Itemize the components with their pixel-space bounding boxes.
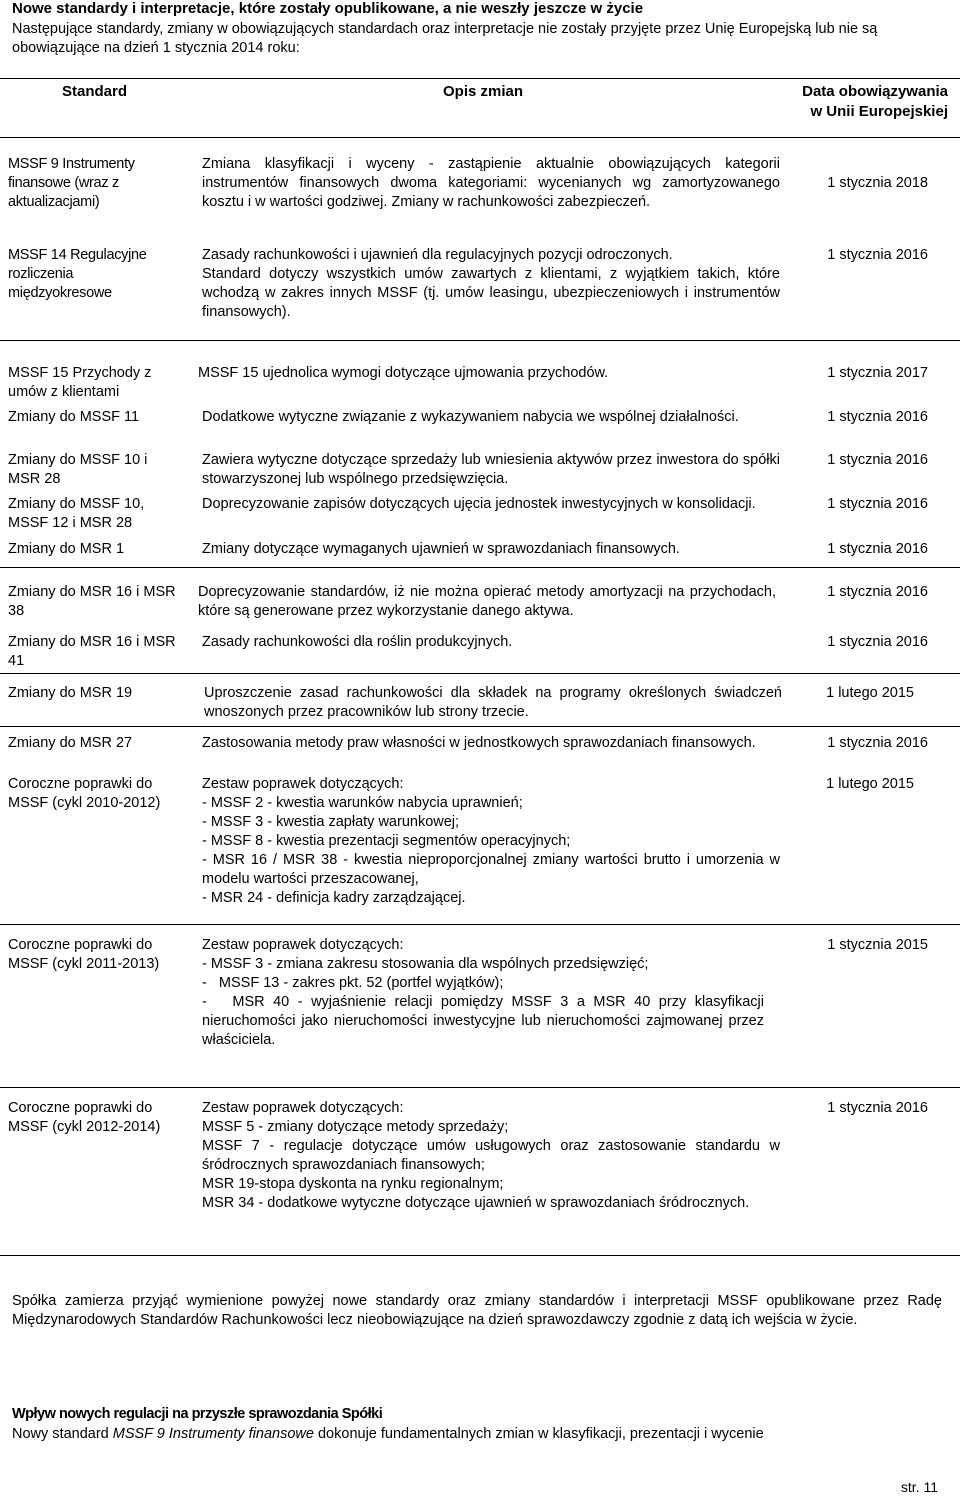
row-data: 1 stycznia 2016 [827,496,928,512]
row-opis: Zestaw poprawek dotyczących: MSSF 5 - zmiany dotyczące metody sprzedaży; MSSF 7 - regulacje dotyczące umów usługowych oraz zastosowanie standardu w śródrocznych sprawozdaniach finansowych; MSR 19-stopa dyskonta na rynku regionalnym; MSR 34 - dodatkowe wytyczne dotyczące ujawnień w sprawozdaniach śródrocznych. [202,1100,780,1211]
row-data: 1 stycznia 2016 [827,634,928,650]
row-standard: MSSF 14 Regulacyjne rozliczenia międzyokresowe [8,247,147,301]
row-standard: Zmiany do MSR 19 [8,685,133,701]
table-block-1 [0,138,960,341]
row-standard: MSSF 9 Instrumenty finansowe (wraz z aktualizacjami) [8,156,135,210]
row-standard: Coroczne poprawki do MSSF (cykl 2012-2014) [8,1100,161,1135]
row-standard: Zmiany do MSR 16 i MSR 38 [8,584,176,619]
row-data: 1 stycznia 2016 [827,1100,928,1116]
table-block-6 [0,925,960,1088]
header-data: Data obowiązywania w Unii Europejskiej [802,83,948,120]
row-data: 1 stycznia 2016 [827,247,928,263]
row-data: 1 stycznia 2016 [827,735,928,751]
row-opis: Zestaw poprawek dotyczących: - MSSF 2 - kwestia warunków nabycia uprawnień; - MSSF 3 - kwestia zapłaty warunkowej; - MSSF 8 - kwestia prezentacji segmentów operacyjnych; - MSR 16 / MSR 38 - kwestia nieproporcjonalnej zmiany wartości brutto i umorzenia w modelu wartości przeszacowanej, - MSR 24 - definicja kadry zarządzającej. [202,776,780,906]
row-standard: MSSF 15 Przychody z umów z klientami [8,365,152,400]
table-header [0,78,960,138]
row-data: 1 stycznia 2016 [827,584,928,600]
row-standard: Coroczne poprawki do MSSF (cykl 2010-2012) [8,776,161,811]
row-opis: Zasady rachunkowości i ujawnień dla regulacyjnych pozycji odroczonych. Standard dotyczy wszystkich umów zawartych z klientami, z wyjątkiem takich, które wchodzą w zakres innych MSSF (tj. umów leasingu, ubezpieczeniowych i instrumentów finansowych). [202,247,780,320]
row-data: 1 stycznia 2018 [827,175,928,191]
row-standard: Zmiany do MSSF 10, MSSF 12 i MSR 28 [8,496,145,531]
row-opis: Zasady rachunkowości dla roślin produkcyjnych. [202,634,513,650]
table-block-3 [0,568,960,674]
row-standard: Coroczne poprawki do MSSF (cykl 2011-2013) [8,937,160,972]
row-standard: Zmiany do MSSF 10 i MSR 28 [8,452,148,487]
row-standard: Zmiany do MSR 1 [8,541,125,557]
outro-paragraph: Spółka zamierza przyjąć wymienione powyżej nowe standardy oraz zmiany standardów i interpretacji MSSF opublikowane przez Radę Międzynarodowych Standardów Rachunkowości lecz nieobowiązujące na dzień sprawozdawczy zgodnie z datą ich wejścia w życie. [12,1293,942,1328]
row-data: 1 lutego 2015 [826,685,914,701]
row-data: 1 stycznia 2016 [827,452,928,468]
row-data: 1 stycznia 2016 [827,541,928,557]
table-block-2 [0,341,960,568]
intro-paragraph: Następujące standardy, zmiany w obowiązujących standardach oraz interpretacje nie zostały przyjęte przez Unię Europejską lub nie są obowiązujące na dzień 1 stycznia 2014 roku: [12,21,878,56]
table-block-4 [0,674,960,727]
section-heading: Nowe standardy i interpretacje, które zostały opublikowane, a nie weszły jeszcze w życie [12,0,644,17]
row-opis: Zawiera wytyczne dotyczące sprzedaży lub wniesienia aktywów przez inwestora do spółki stowarzyszonej lub wspólnego przedsięwzięcia. [202,452,780,487]
row-opis: Zmiany dotyczące wymaganych ujawnień w sprawozdaniach finansowych. [202,541,680,557]
row-standard: Zmiany do MSR 27 [8,735,133,751]
row-opis: Zmiana klasyfikacji i wyceny - zastąpienie aktualnie obowiązujących kategorii instrumentów finansowych dwoma kategoriami: wycenianych wg zamortyzowanego kosztu i w wartości godziwej. Zmiany w rachunkowości zabezpieczeń. [202,156,780,210]
header-opis: Opis zmian [443,83,524,100]
impact-heading: Wpływ nowych regulacji na przyszłe sprawozdania Spółki [12,1406,383,1422]
row-opis: Doprecyzowanie standardów, iż nie można opierać metody amortyzacji na przychodach, które są generowane przez wykorzystanie danego aktywa. [198,584,776,619]
row-data: 1 stycznia 2016 [827,409,928,425]
row-opis: Dodatkowe wytyczne związanie z wykazywaniem nabycia we wspólnej działalności. [202,409,739,425]
impact-paragraph: Nowy standard MSSF 9 Instrumenty finansowe dokonuje fundamentalnych zmian w klasyfikacji, prezentacji i wycenie [12,1426,764,1442]
row-data: 1 lutego 2015 [826,776,914,792]
row-standard: Zmiany do MSR 16 i MSR 41 [8,634,176,669]
row-opis: MSSF 15 ujednolica wymogi dotyczące ujmowania przychodów. [198,365,609,381]
row-data: 1 stycznia 2017 [827,365,928,381]
header-standard: Standard [62,83,128,100]
page-number: str. 11 [900,1479,938,1495]
row-data: 1 stycznia 2015 [827,937,928,953]
row-opis: Zastosowania metody praw własności w jednostkowych sprawozdaniach finansowych. [202,735,756,751]
row-opis: Doprecyzowanie zapisów dotyczących ujęcia jednostek inwestycyjnych w konsolidacji. [202,496,756,512]
row-standard: Zmiany do MSSF 11 [8,409,140,425]
row-opis: Uproszczenie zasad rachunkowości dla składek na programy określonych świadczeń wnoszonych przez pracowników lub strony trzecie. [204,685,782,720]
row-opis: Zestaw poprawek dotyczących: - MSSF 3 - zmiana zakresu stosowania dla wspólnych przedsięwzięć; - MSSF 13 - zakres pkt. 52 (portfel wyjątków); - MSR 40 - wyjaśnienie relacji pomiędzy MSSF 3 a MSR 40 przy klasyfikacji nieruchomości jako nieruchomości inwestycyjne lub nieruchomości zajmowanej przez właściciela. [202,937,769,1048]
table-block-5 [0,727,960,925]
table-block-7 [0,1088,960,1256]
